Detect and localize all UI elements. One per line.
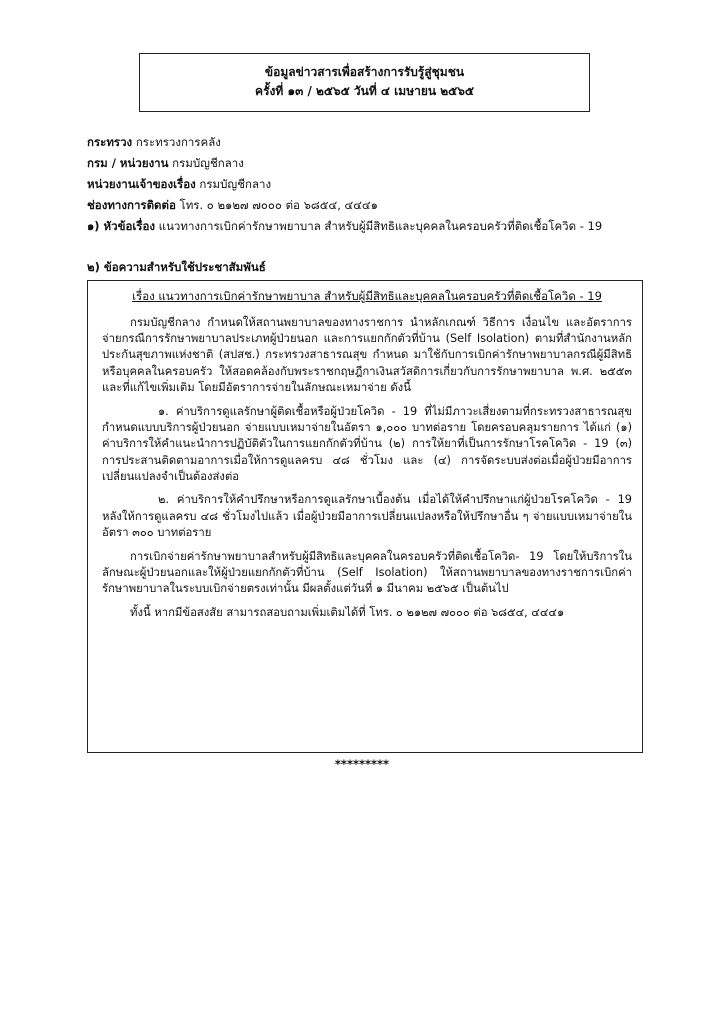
pr-message-box [87,280,643,753]
pr-subject: เรื่อง แนวทางการเบิกค่ารักษาพยาบาล สำหรับผู้มีสิทธิและบุคคลในครอบครัวที่ติดเชื้อโควิด - 19 [132,289,602,303]
ministry-label: กระทรวง [87,135,133,149]
header-issue-date: ครั้งที่ ๑๓ / ๒๕๖๕ วันที่ ๔ เมษายน ๒๕๖๕ [255,84,474,98]
pr-paragraph-item-1: ๑. ค่าบริการดูแลรักษาผู้ติดเชื้อหรือผู้ป่วยโควิด - 19 ที่ไม่มีภาวะเสี่ยงตามที่กระทรวงสาธารณสุขกำหนดแบบบริการผู้ป่วยนอก จ่ายแบบเหมาจ่ายในอัตรา ๑,๐๐๐ บาทต่อราย โดยครอบคลุมรายการ ได้แก่ (๑) ค่าบริการให้คำแนะนำการปฏิบัติตัวในการแยกกักตัวที่บ้าน (๒) การให้ยาที่เป็นการรักษาโรคโควิด - 19 (๓) การประสานติดตามอาการเมื่อให้การดูแลครบ ๔๘ ชั่วโมง และ (๔) การจัดระบบส่งต่อเมื่อผู้ป่วยมีอาการเปลี่ยนแปลงจำเป็นต้องส่งต่อ [102,404,632,484]
owner-label: หน่วยงานเจ้าของเรื่อง [87,177,196,191]
end-marker: ********* [334,757,390,771]
department-value: กรมบัญชีกลาง [172,156,244,170]
pr-paragraph-contact: ทั้งนี้ หากมีข้อสงสัย สามารถสอบถามเพิ่มเติมได้ที่ โทร. ๐ ๒๑๒๗ ๗๐๐๐ ต่อ ๖๘๕๔, ๔๔๔๑ [130,605,565,619]
ministry-value: กระทรวงการคลัง [135,135,221,149]
meta-topic [87,218,647,239]
topic-value: แนวทางการเบิกค่ารักษาพยาบาล สำหรับผู้มีสิทธิและบุคคลในครอบครัวที่ติดเชื้อโควิด - 19 [158,219,603,233]
topic-label: ๑) หัวข้อเรื่อง [87,219,155,233]
meta-contact [87,197,647,218]
header-title: ข้อมูลข่าวสารเพื่อสร้างการรับรู้สู่ชุมชน [264,65,465,79]
contact-value: โทร. ๐ ๒๑๒๗ ๗๐๐๐ ต่อ ๖๘๕๔, ๔๔๔๑ [179,198,378,212]
pr-paragraph-billing: การเบิกจ่ายค่ารักษาพยาบาลสำหรับผู้มีสิทธิและบุคคลในครอบครัวที่ติดเชื้อโควิด- 19 โดยให้บริการในลักษณะผู้ป่วยนอกและให้ผู้ป่วยแยกกักตัวที่บ้าน (Self Isolation) ให้สถานพยาบาลของทางราชการเบิกค่ารักษาพยาบาลในระบบเบิกจ่ายตรงเท่านั้น มีผลตั้งแต่วันที่ ๑ มีนาคม ๒๕๖๕ เป็นต้นไป [102,549,632,596]
meta-owner [87,176,647,197]
department-label: กรม / หน่วยงาน [87,156,169,170]
contact-label: ช่องทางการติดต่อ [87,198,176,212]
meta-ministry [87,134,647,155]
meta-department [87,155,647,176]
pr-paragraph-item-2: ๒. ค่าบริการให้คำปรึกษาหรือการดูแลรักษาเบื้องต้น เมื่อได้ให้คำปรึกษาแก่ผู้ป่วยโรคโควิด - 19 หลังให้การดูแลครบ ๔๘ ชั่วโมงไปแล้ว เมื่อผู้ป่วยมีอาการเปลี่ยนแปลงหรือให้ปรึกษาอื่น ๆ จ่ายแบบเหมาจ่ายในอัตรา ๓๐๐ บาทต่อราย [102,493,632,540]
document-meta [87,134,647,239]
section2-title: ๒) ข้อความสำหรับใช้ประชาสัมพันธ์ [87,260,266,274]
pr-paragraph-intro: กรมบัญชีกลาง กำหนดให้สถานพยาบาลของทางราชการ นำหลักเกณฑ์ วิธีการ เงื่อนไข และอัตราการจ่ายกรณีการรักษาพยาบาลประเภทผู้ป่วยนอก และการแยกกักตัวที่บ้าน (Self Isolation) ตามที่สำนักงานหลักประกันสุขภาพแห่งชาติ (สปสช.) กระทรวงสาธารณสุข กำหนด มาใช้กับการเบิกค่ารักษาพยาบาลกรณีผู้มีสิทธิหรือบุคคลในครอบครัว ให้สอดคล้องกับพระราชกฤษฎีกาเงินสวัสดิการเกี่ยวกับการรักษาพยาบาล พ.ศ. ๒๕๕๓ และที่แก้ไขเพิ่มเติม โดยมีอัตราการจ่ายในลักษณะเหมาจ่าย ดังนี้ [102,315,632,395]
document-header-box [139,53,590,112]
owner-value: กรมบัญชีกลาง [199,177,272,191]
